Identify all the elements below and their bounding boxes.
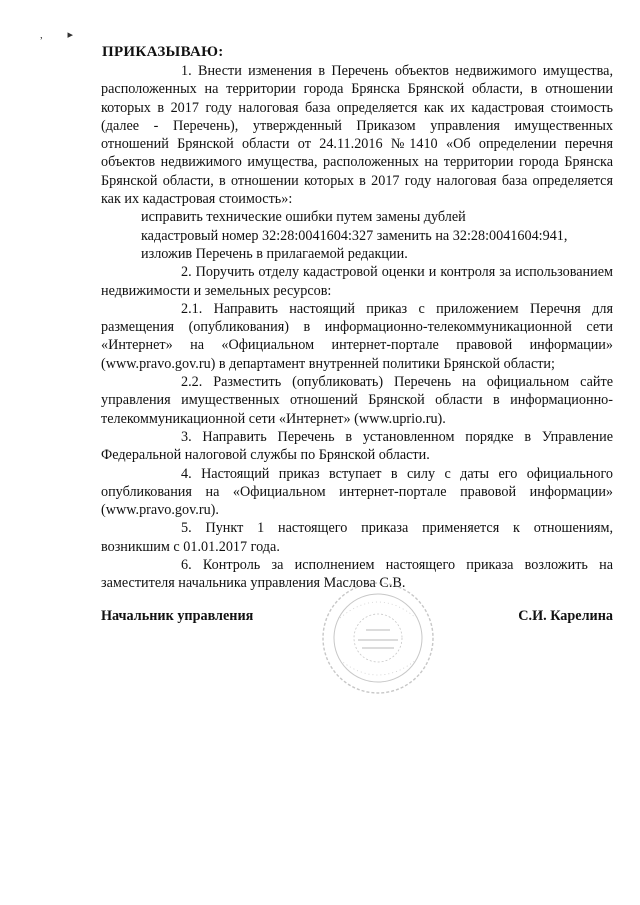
paragraph-1-line-b: кадастровый номер 32:28:0041604:327 заменить на 32:28:0041604:941,: [141, 227, 568, 244]
paragraph-text: Поручить отделу кадастровой оценки и контроля за использованием недвижимости и земельных ресурсов:: [101, 264, 614, 299]
paragraph-2-1: [101, 300, 613, 373]
paragraph-number: 6.: [181, 557, 192, 574]
order-body: [101, 62, 613, 593]
paragraph-text: Разместить (опубликовать) Перечень на официальном сайте управления имущественных отношений Брянской области в информационно-телекоммуникационной сети «Интернет» (www.uprio.ru).: [101, 374, 613, 427]
paragraph-text: Направить Перечень в установленном порядке в Управление Федеральной налоговой службы по Брянской области.: [101, 428, 613, 464]
signer-name: С.И. Карелина: [518, 608, 613, 624]
paragraph-text: Направить настоящий приказ с приложением Перечня для размещения (опубликования) в информационно-телекоммуникационной сети «Интернет» на «Официальном интернет-портале правовой информации» (www.pravo.gov.ru) в департамент внутренней политики Брянской области;: [101, 300, 614, 372]
paragraph-number: 4.: [181, 465, 192, 482]
paragraph-text: Настоящий приказ вступает в силу с даты его официального опубликования на «Официальном интернет-портале правовой информации» (www.pravo.gov.ru).: [101, 465, 614, 519]
paragraph-text: Контроль за исполнением настоящего приказа возложить на заместителя начальника управления Маслова С.В.: [101, 557, 613, 592]
paragraph-5: [101, 519, 613, 556]
scan-mark: ▸: [67, 29, 74, 41]
paragraph-number: 2.1.: [181, 300, 203, 317]
paragraph-1-line-a: исправить технические ошибки путем замены дублей: [141, 209, 466, 226]
paragraph-2-2: [101, 373, 613, 428]
official-seal: [318, 578, 438, 698]
paragraph-2: [101, 263, 613, 300]
order-heading: ПРИКАЗЫВАЮ:: [102, 44, 224, 60]
paragraph-4: [101, 465, 613, 520]
paragraph-1: [101, 62, 613, 208]
paragraph-number: 1.: [181, 63, 192, 79]
paragraph-number: 5.: [181, 520, 192, 537]
paragraph-1-line-c: изложив Перечень в прилагаемой редакции.: [141, 245, 408, 262]
scan-mark: ,: [40, 29, 43, 41]
paragraph-3: [101, 428, 613, 465]
paragraph-number: 3.: [181, 428, 192, 445]
paragraph-number: 2.: [181, 264, 192, 281]
signer-position: Начальник управления: [101, 608, 254, 624]
paragraph-text: Внести изменения в Перечень объектов недвижимого имущества, расположенных на территории города Брянска Брянской области, в отношении которых в 2017 году налоговая база определяется как их кадастровая стоимость (далее - Перечень), утвержденный Приказом управления имущественных отношений Брянской области от 24.11.2016 №1410 «Об определении перечня объектов недвижимого имущества, расположенных на территории города Брянска Брянской области, в отношении которых в 2017 году налоговая база определяется как их кадастровая стоимость»:: [101, 63, 613, 208]
paragraph-text: Пункт 1 настоящего приказа применяется к отношениям, возникшим с 01.01.2017 года.: [101, 520, 613, 555]
paragraph-number: 2.2.: [181, 374, 203, 391]
scan-marks: [40, 28, 95, 41]
